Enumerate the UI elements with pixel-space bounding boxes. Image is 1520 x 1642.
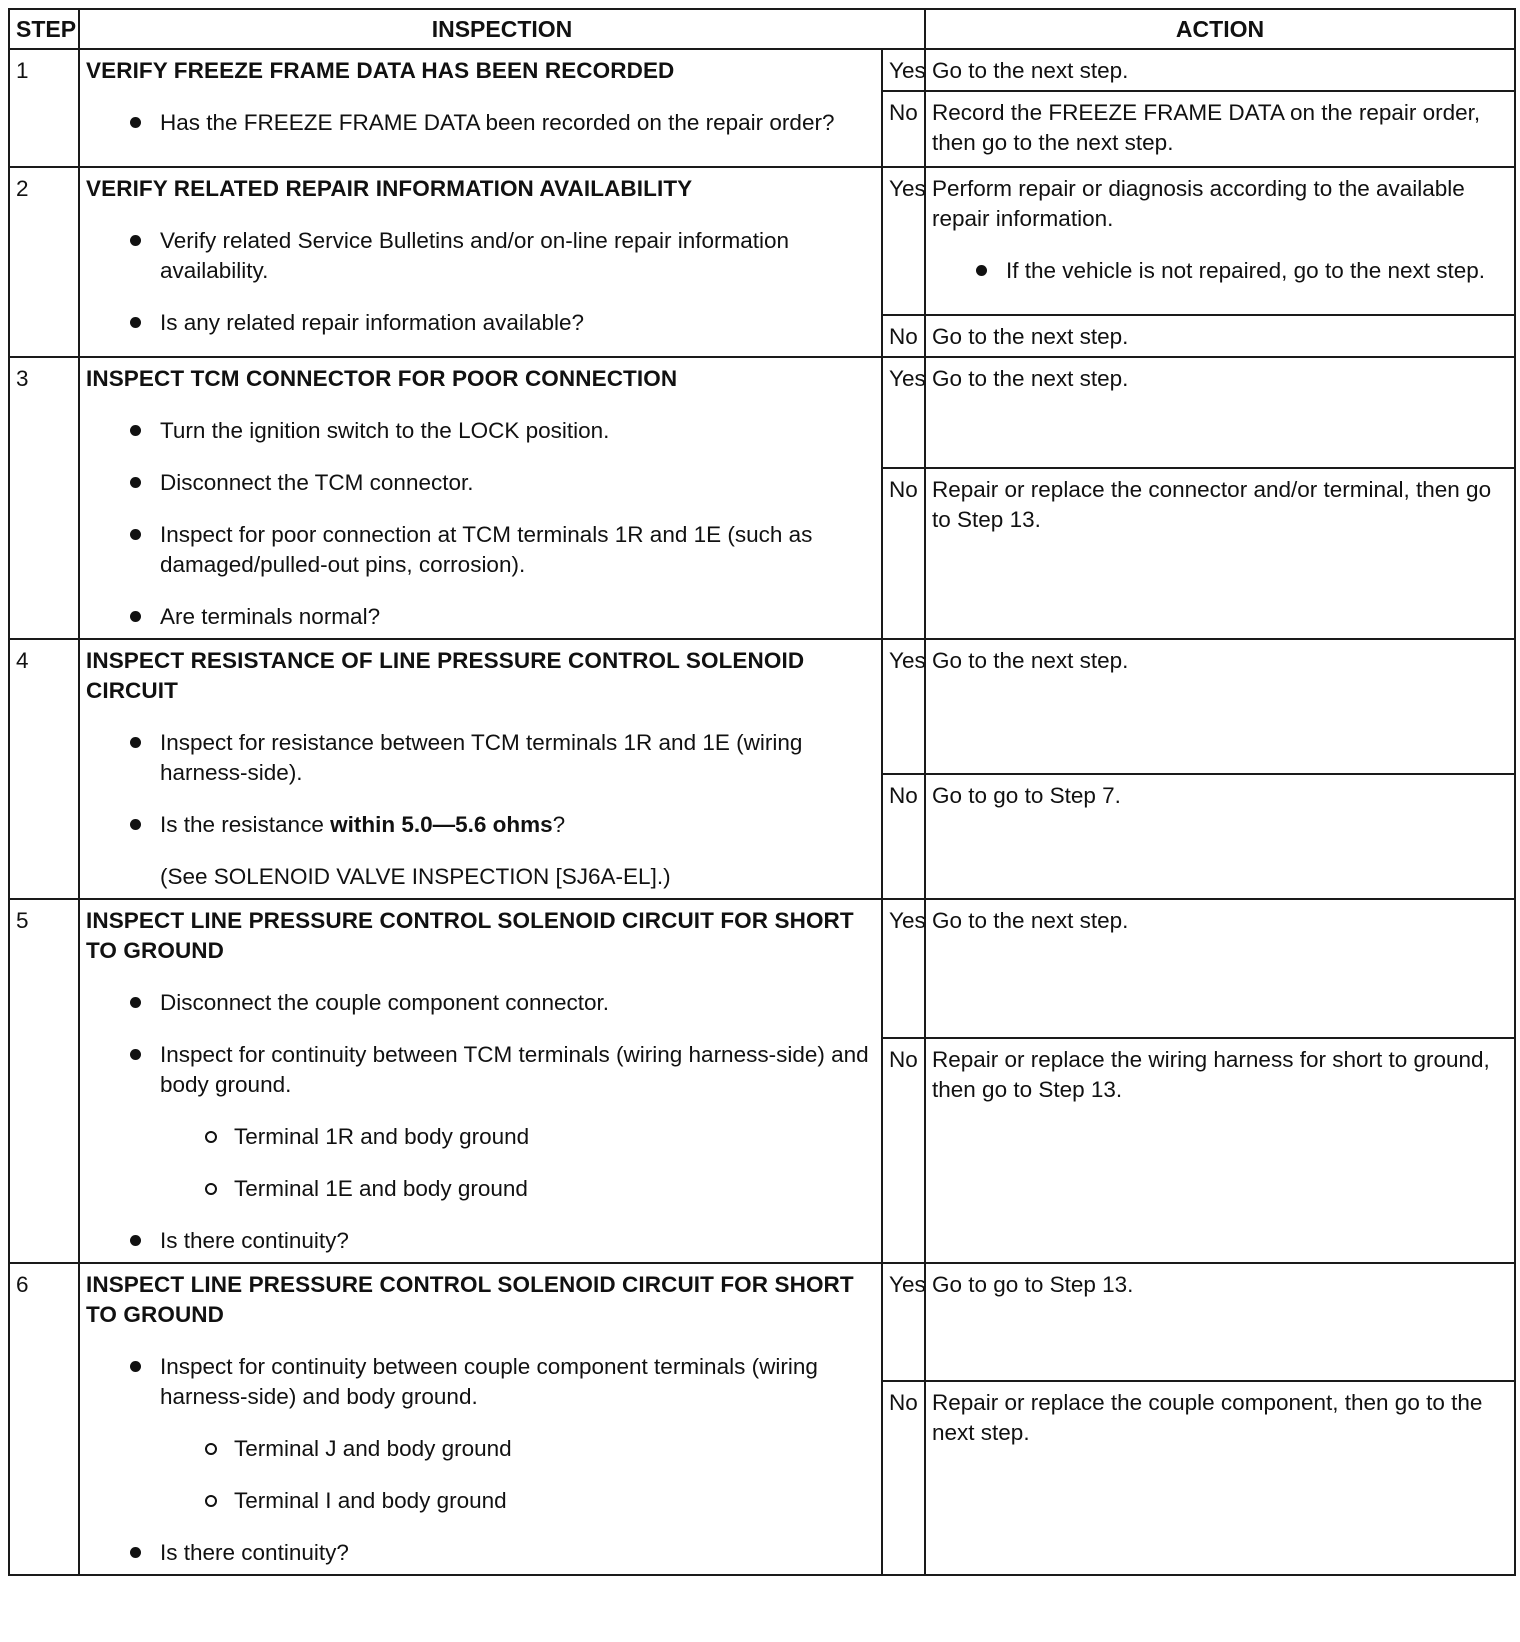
inspection-cell bbox=[79, 357, 882, 639]
yes-action: Perform repair or diagnosis according to the available repair information. bbox=[932, 176, 1465, 231]
inspection-subitem: Terminal I and body ground bbox=[234, 1486, 875, 1516]
step-number: 6 bbox=[9, 1263, 79, 1575]
inspection-cell bbox=[79, 1263, 882, 1575]
no-action: Repair or replace the wiring harness for short to ground, then go to Step 13. bbox=[925, 1038, 1515, 1263]
step-number: 1 bbox=[9, 49, 79, 167]
step-title: INSPECT RESISTANCE OF LINE PRESSURE CONTROL SOLENOID CIRCUIT bbox=[86, 648, 805, 703]
inspection-bullet: Verify related Service Bulletins and/or on-line repair information availability. bbox=[160, 226, 875, 286]
yes-action: Go to the next step. bbox=[925, 357, 1515, 468]
step-number: 4 bbox=[9, 639, 79, 899]
inspection-question: Is there continuity? bbox=[160, 1226, 875, 1256]
inspection-bullet: Inspect for resistance between TCM terminals 1R and 1E (wiring harness-side). bbox=[160, 728, 875, 788]
yes-label: Yes bbox=[882, 639, 925, 774]
no-action: Go to go to Step 7. bbox=[925, 774, 1515, 899]
no-label: No bbox=[882, 91, 925, 167]
no-label: No bbox=[882, 774, 925, 899]
inspection-question: Is there continuity? bbox=[160, 1538, 875, 1568]
yes-label: Yes bbox=[882, 49, 925, 91]
yes-action-cell bbox=[925, 167, 1515, 315]
inspection-bullet-with-subitems bbox=[160, 1040, 875, 1204]
step-number: 3 bbox=[9, 357, 79, 639]
inspection-cell bbox=[79, 899, 882, 1263]
yes-action: Go to the next step. bbox=[925, 639, 1515, 774]
inspection-bullet: Disconnect the TCM connector. bbox=[160, 468, 875, 498]
step-row bbox=[9, 1263, 1515, 1381]
header-step: STEP bbox=[9, 9, 79, 49]
no-label: No bbox=[882, 468, 925, 639]
inspection-bullet: Disconnect the couple component connector. bbox=[160, 988, 875, 1018]
inspection-subitem: Terminal J and body ground bbox=[234, 1434, 875, 1464]
yes-action: Go to go to Step 13. bbox=[925, 1263, 1515, 1381]
yes-action: Go to the next step. bbox=[925, 49, 1515, 91]
step-title: INSPECT LINE PRESSURE CONTROL SOLENOID CIRCUIT FOR SHORT TO GROUND bbox=[86, 908, 854, 963]
inspection-bullet: Turn the ignition switch to the LOCK position. bbox=[160, 416, 875, 446]
yes-label: Yes bbox=[882, 899, 925, 1038]
no-label: No bbox=[882, 1038, 925, 1263]
diagnostic-procedure-sheet bbox=[8, 8, 1514, 1576]
step-title: INSPECT LINE PRESSURE CONTROL SOLENOID CIRCUIT FOR SHORT TO GROUND bbox=[86, 1272, 854, 1327]
inspection-reference-note: (See SOLENOID VALVE INSPECTION [SJ6A-EL].) bbox=[160, 864, 671, 889]
inspection-cell bbox=[79, 49, 882, 167]
inspection-bullet: Inspect for poor connection at TCM terminals 1R and 1E (such as damaged/pulled-out pins, corrosion). bbox=[160, 520, 875, 580]
inspection-subitem: Terminal 1R and body ground bbox=[234, 1122, 875, 1152]
inspection-bullet: Inspect for continuity between TCM terminals (wiring harness-side) and body ground. bbox=[160, 1042, 869, 1097]
yes-action-bullet: If the vehicle is not repaired, go to the next step. bbox=[1006, 256, 1508, 286]
step-title: VERIFY RELATED REPAIR INFORMATION AVAILABILITY bbox=[86, 176, 693, 201]
yes-action: Go to the next step. bbox=[925, 899, 1515, 1038]
inspection-bullet: Has the FREEZE FRAME DATA been recorded on the repair order? bbox=[160, 108, 875, 138]
no-label: No bbox=[882, 315, 925, 357]
step-title: VERIFY FREEZE FRAME DATA HAS BEEN RECORDED bbox=[86, 58, 675, 83]
step-row bbox=[9, 167, 1515, 315]
no-action: Repair or replace the couple component, then go to the next step. bbox=[925, 1381, 1515, 1575]
step-row bbox=[9, 357, 1515, 468]
step-number: 2 bbox=[9, 167, 79, 357]
diagnostic-table bbox=[8, 8, 1516, 1576]
inspection-bullet: Inspect for continuity between couple component terminals (wiring harness-side) and body ground. bbox=[160, 1354, 818, 1409]
step-row bbox=[9, 639, 1515, 774]
question-text: Is the resistance bbox=[160, 812, 331, 837]
step-title: INSPECT TCM CONNECTOR FOR POOR CONNECTION bbox=[86, 366, 678, 391]
question-spec: within 5.0—5.6 ohms bbox=[330, 812, 553, 837]
header-row bbox=[9, 9, 1515, 49]
yes-label: Yes bbox=[882, 357, 925, 468]
question-mark: ? bbox=[552, 812, 566, 837]
step-row bbox=[9, 899, 1515, 1038]
no-label: No bbox=[882, 1381, 925, 1575]
inspection-cell bbox=[79, 639, 882, 899]
inspection-bullet: Is any related repair information available? bbox=[160, 308, 875, 338]
no-action: Record the FREEZE FRAME DATA on the repair order, then go to the next step. bbox=[925, 91, 1515, 167]
header-action: ACTION bbox=[925, 9, 1515, 49]
inspection-question bbox=[160, 810, 875, 840]
inspection-cell bbox=[79, 167, 882, 357]
header-inspection: INSPECTION bbox=[79, 9, 925, 49]
step-number: 5 bbox=[9, 899, 79, 1263]
inspection-subitem: Terminal 1E and body ground bbox=[234, 1174, 875, 1204]
no-action: Repair or replace the connector and/or terminal, then go to Step 13. bbox=[925, 468, 1515, 639]
yes-label: Yes bbox=[882, 1263, 925, 1381]
step-row bbox=[9, 49, 1515, 91]
no-action: Go to the next step. bbox=[925, 315, 1515, 357]
yes-label: Yes bbox=[882, 167, 925, 315]
inspection-bullet-with-subitems bbox=[160, 1352, 875, 1516]
inspection-bullet: Are terminals normal? bbox=[160, 602, 875, 632]
